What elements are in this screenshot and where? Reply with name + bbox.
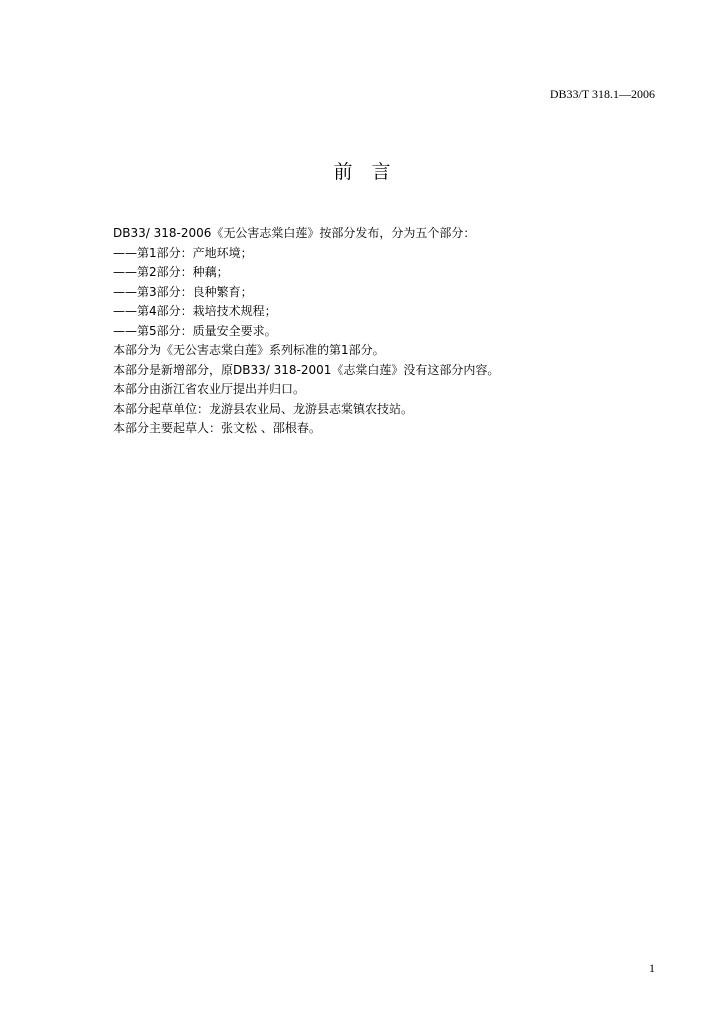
foreword-body — [113, 224, 499, 439]
text-line: 本部分由浙江省农业厅提出并归口。 — [113, 382, 306, 396]
text-line: ——第4部分：栽培技术规程； — [113, 304, 277, 318]
text-line: 本部分起草单位：龙游县农业局、龙游县志棠镇农技站。 — [113, 401, 414, 416]
text-line: ——第3部分：良种繁育； — [113, 284, 253, 299]
text-line: 本部分主要起草人：张文松 、邵根春。 — [113, 421, 321, 435]
text-line: ——第5部分：质量安全要求。 — [113, 323, 277, 338]
section-title: 前言 — [333, 161, 410, 183]
text-line: DB33/ 318-2006《无公害志棠白莲》按部分发布，分为五个部分： — [113, 226, 476, 240]
text-line: 本部分为《无公害志棠白莲》系列标准的第1部分。 — [113, 343, 385, 357]
text-line: 本部分是新增部分，原DB33/ 318-2001《志棠白莲》没有这部分内容。 — [113, 362, 500, 377]
page-number: 1 — [649, 961, 655, 975]
document-code: DB33/T 318.1—2006 — [549, 87, 655, 101]
text-line: ——第1部分：产地环境； — [113, 245, 253, 260]
text-line: ——第2部分：种藕； — [113, 265, 229, 279]
